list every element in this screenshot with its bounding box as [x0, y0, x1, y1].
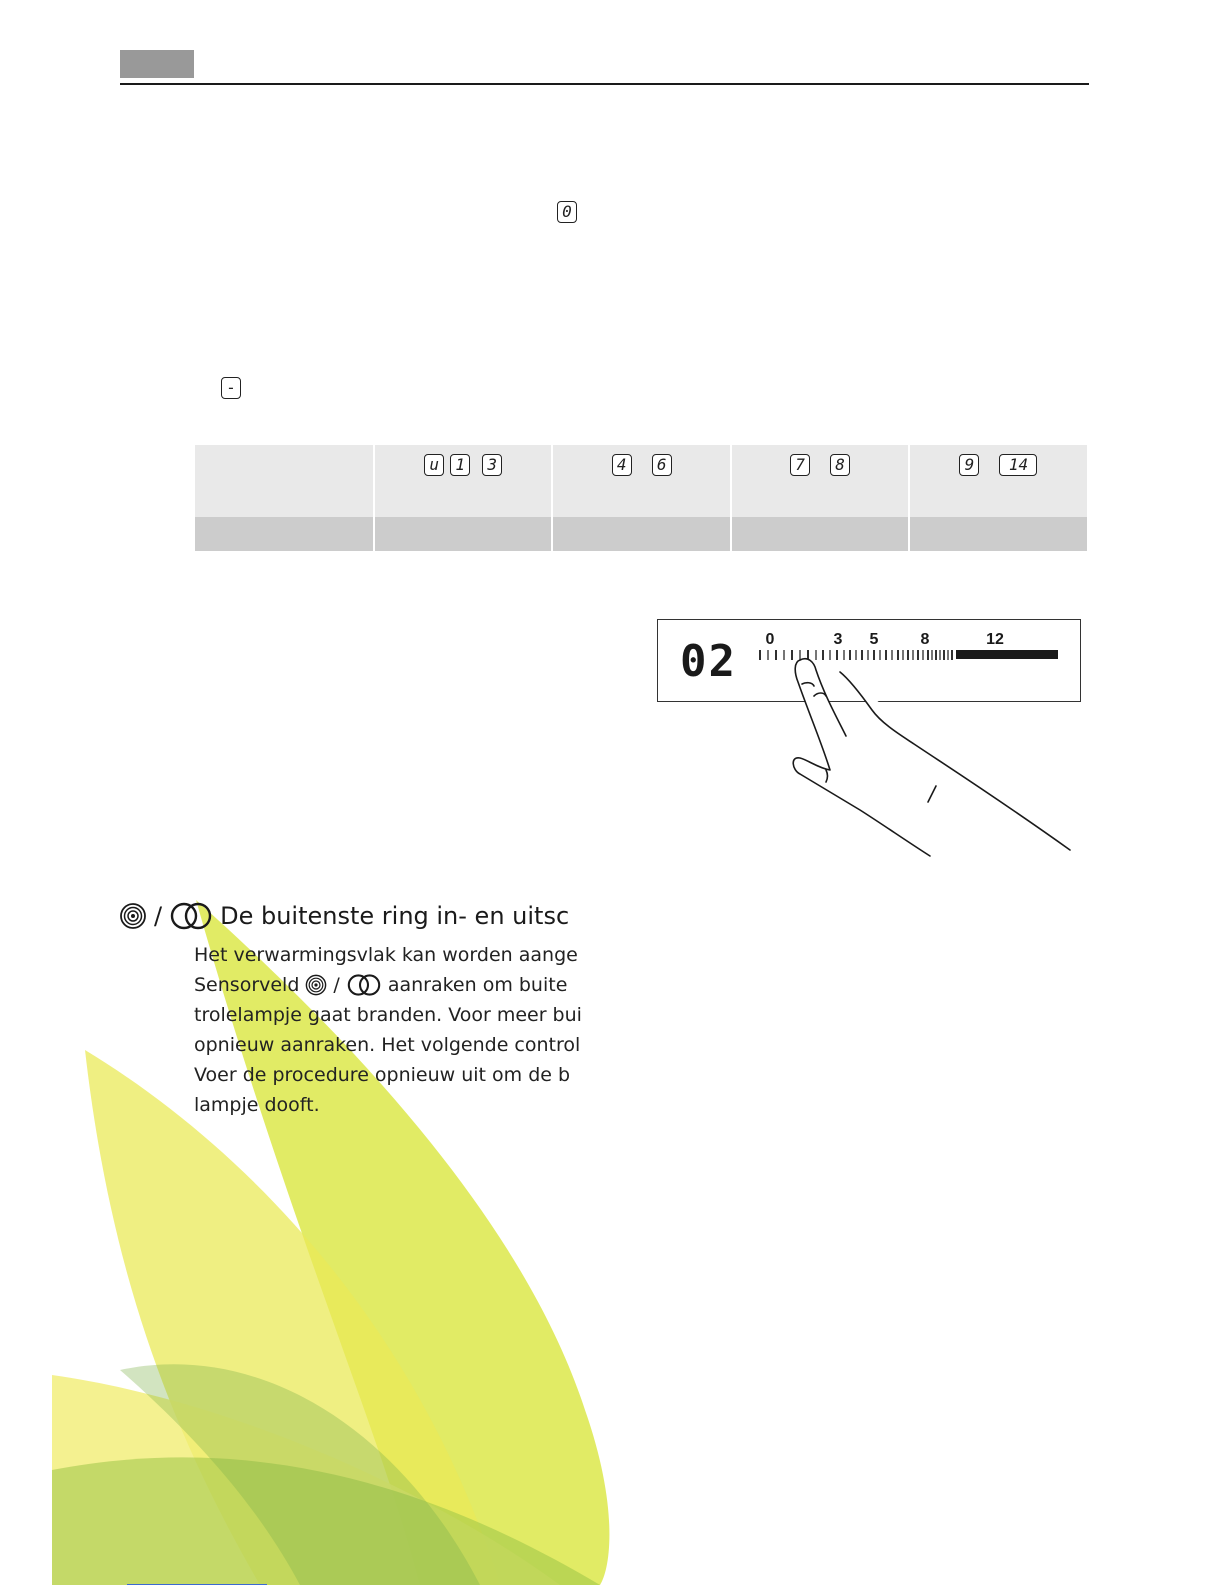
key-zero-symbol: 0 [557, 201, 577, 223]
scale-label: 0 [765, 631, 775, 648]
scale-label: 5 [869, 631, 879, 648]
table-col-4 [910, 445, 1087, 517]
key-symbol: 6 [652, 454, 672, 476]
text-span: Sensorveld [194, 974, 300, 996]
display-readout: 02 [680, 636, 737, 687]
text-line [194, 1060, 606, 1090]
key-symbol: 8 [830, 454, 850, 476]
text-span: Het verwarmingsvlak kan worden aange [194, 944, 578, 966]
scale-label: 12 [986, 631, 1004, 648]
key-symbol: 1 [450, 454, 470, 476]
single-ring-icon [304, 973, 328, 997]
scale-label: 3 [833, 631, 843, 648]
heading-slash: / [154, 902, 163, 930]
text-span: lampje dooft. [194, 1094, 320, 1116]
hand-icon [793, 659, 1070, 856]
body-paragraph [194, 940, 606, 1120]
key-symbol: 3 [482, 454, 502, 476]
table-cell [553, 517, 730, 551]
table-col-3 [732, 445, 908, 517]
heat-level-table [193, 445, 1089, 551]
key-symbol: 7 [790, 454, 810, 476]
key-symbol: u [424, 454, 444, 476]
table-col-1 [375, 445, 551, 517]
text-line [194, 1090, 606, 1120]
table-cell [375, 517, 551, 551]
key-symbol: 9 [959, 454, 979, 476]
key-minus-symbol: - [221, 377, 241, 399]
touch-slider-illustration [650, 610, 1090, 860]
text-span: trolelampje gaat branden. Voor meer bui [194, 1004, 582, 1026]
header-tab [120, 50, 194, 78]
key-symbol: 14 [999, 454, 1037, 476]
section-heading [118, 898, 598, 934]
table-col-2 [553, 445, 730, 517]
heading-title: De buitenste ring in- en uitsc [220, 902, 570, 930]
dual-ring-icon [168, 901, 214, 931]
slider-max-bar [956, 650, 1058, 659]
text-span: opnieuw aanraken. Het volgende control [194, 1034, 581, 1056]
dual-ring-icon [345, 973, 383, 997]
key-symbol: 4 [612, 454, 632, 476]
table-cell [195, 517, 373, 551]
slider-ticks[interactable] [760, 650, 952, 660]
header-rule [120, 83, 1089, 85]
single-ring-icon [118, 901, 148, 931]
table-header-empty [195, 445, 373, 517]
scale-label: 8 [920, 631, 930, 648]
table-cell [732, 517, 908, 551]
text-line [194, 970, 606, 1000]
text-line [194, 1000, 606, 1030]
scale-labels [766, 631, 1004, 648]
text-span: / [333, 974, 340, 996]
text-line [194, 940, 606, 970]
text-line [194, 1030, 606, 1060]
table-cell [910, 517, 1087, 551]
text-span: aanraken om buite [387, 974, 568, 996]
text-span: Voer de procedure opnieuw uit om de b [194, 1064, 571, 1086]
